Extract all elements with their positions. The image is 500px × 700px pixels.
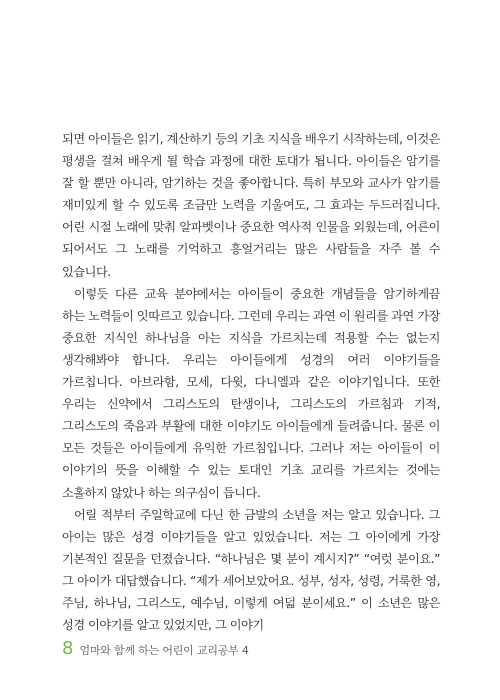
paragraph: 어릴 적부터 주일학교에 다닌 한 금발의 소년을 저는 알고 있습니다. 그 아이는 많은 성경 이야기들을 알고 있었습니다. 저는 그 아이에게 가장 기본적인 질문을 던졌습니다. “하나님은 몇 분이 계시지?” “여럿 분이요.” 그 아이가 대답했습니다. “제가 세어보았어요. 성부, 성자, 성령, 거룩한 영, 주님, 하나님, 그리스도, 예수님, 이렇게 여덟 분이세요.” 이 소년은 많은 성경 이야기를 알고 있었지만, 그 이야기 [62,507,440,633]
running-title: 엄마와 함께 하는 어린이 교리공부 4 [79,644,249,657]
body-text [62,128,440,636]
page-number: 8 [62,638,74,659]
paragraph: 되면 아이들은 읽기, 계산하기 등의 기초 지식을 배우기 시작하는데, 이것은 평생을 걸쳐 배우게 될 학습 과정에 대한 토대가 됩니다. 아이들은 암기를 잘 할 뿐만 아니라, 암기하는 것을 좋아합니다. 특히 부모와 교사가 암기를 재미있게 할 수 있도록 조금만 노력을 기울여도, 그 효과는 두드러집니다. 어린 시절 노래에 맞춰 알파벳이나 중요한 역사적 인물을 외웠는데, 어른이 되어서도 그 노래를 기억하고 흥얼거리는 많은 사람들을 자주 볼 수 있습니다. [62,132,440,279]
page-footer [62,640,249,658]
paragraph: 이렇듯 다른 교육 분야에서는 아이들이 중요한 개념들을 암기하게끔 하는 노력들이 잇따르고 있습니다. 그런데 우리는 과연 이 원리를 과연 가장 중요한 지식인 하나님을 아는 지식을 가르치는데 적용할 수는 없는지 생각해봐야 합니다. 우리는 아이들에게 성경의 여러 이야기들을 가르칩니다. 아브라함, 모세, 다윗, 다니엘과 같은 이야기입니다. 또한 우리는 신약에서 그리스도의 탄생이나, 그리스도의 가르침과 기적, 그리스도의 죽음과 부활에 대한 이야기도 아이들에게 들려줍니다. 물론 이 모든 것들은 아이들에게 유익한 가르침입니다. 그러나 저는 아이들이 이 이야기의 뜻을 이해할 수 있는 토대인 기초 교리를 가르치는 것에는 소홀하지 않았나 하는 의구심이 듭니다. [62,286,441,500]
